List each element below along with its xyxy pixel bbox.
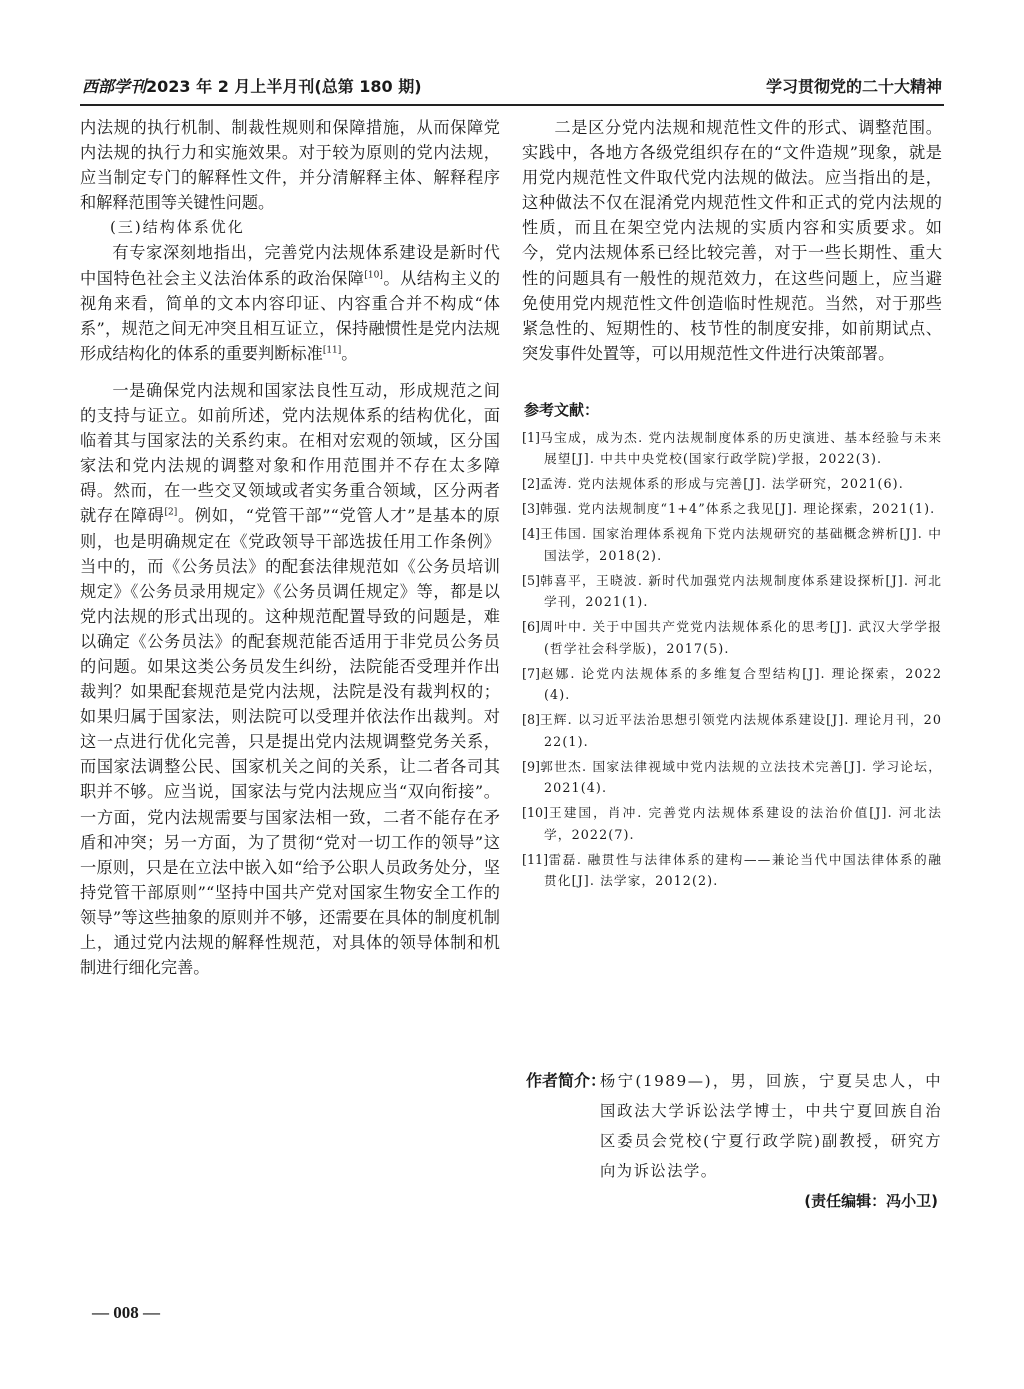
reference-number: [8]	[522, 712, 540, 728]
reference-number: [5]	[522, 572, 540, 588]
reference-number: [10]	[522, 805, 549, 821]
reference-number: [3]	[522, 501, 540, 517]
reference-item	[522, 473, 942, 495]
reference-text: 韩强. 党内法规制度“1+4”体系之我见[J]. 理论探索，2021(1).	[539, 501, 936, 517]
reference-item	[522, 663, 942, 706]
reference-item	[522, 498, 942, 520]
section-heading-3: (三)结构体系优化	[110, 218, 245, 237]
page-header	[80, 72, 944, 106]
reference-number: [4]	[522, 526, 540, 542]
reference-text: 马宝成，成为杰. 党内法规制度体系的历史演进、基本经验与未来展望[J]. 中共中央党校(国家行政学院)学报，2022(3).	[539, 429, 942, 467]
reference-text: 王伟国. 国家治理体系视角下党内法规研究的基础概念辨析[J]. 中国法学，2018(2).	[539, 526, 942, 563]
paragraph-2-text-a: 有专家深刻地指出，完善党内法规体系建设是新时代中国特色社会主义法治体系的政治保障	[80, 243, 500, 288]
paragraph-3-text-a: 一是确保党内法规和国家法良性互动，形成规范之间的支持与证立。如前所述，党内法规体系的结构优化，面临着其与国家法的关系约束。在相对宏观的领域，区分国家法和党内法规的调整对象和作用范围并不存在太多障碍。然而，在一些交叉领域或者实务重合领域，区分两者就存在障碍	[80, 380, 500, 526]
reference-text: 韩喜平，王晓波. 新时代加强党内法规制度体系建设探析[J]. 河北学刊，2021(1).	[539, 572, 942, 610]
citation-2: [2]	[164, 508, 178, 519]
reference-number: [2]	[522, 476, 540, 492]
left-column	[80, 115, 500, 980]
paragraph-3	[80, 378, 500, 980]
reference-item	[522, 756, 942, 799]
reference-text: 雷磊. 融贯性与法律体系的建构——兼论当代中国法律体系的融贯化[J]. 法学家，2012(2).	[544, 851, 942, 889]
paragraph-4: 二是区分党内法规和规范性文件的形式、调整范围。实践中，各地方各级党组织存在的“文件造规”现象，就是用党内规范性文件取代党内法规的做法。应当指出的是，这种做法不仅在混淆党内规范性文件和正式的党内法规的性质，而且在架空党内法规的实质内容和实质要求。如今，党内法规体系已经比较完善，对于一些长期性、重大性的问题具有一般性的规范效力，在这些问题上，应当避免使用党内规范性文件创造临时性规范。当然，对于那些紧急性的、短期性的、枝节性的制度安排，如前期试点、突发事件处置等，可以用规范性文件进行决策部署。	[522, 118, 942, 363]
reference-text: 周叶中. 关于中国共产党党内法规体系化的思考[J]. 武汉大学学报(哲学社会科学版)，2017(5).	[539, 619, 942, 656]
reference-item	[522, 427, 942, 470]
citation-10: [10]	[364, 270, 383, 281]
reference-item	[522, 523, 942, 566]
reference-item	[522, 849, 942, 892]
paragraph-2	[80, 240, 500, 365]
reference-item	[522, 709, 942, 752]
journal-logo: 西部学刊	[82, 77, 147, 96]
reference-item	[522, 616, 942, 659]
responsible-editor: (责任编辑：冯小卫)	[804, 1192, 938, 1210]
reference-text: 赵娜. 论党内法规体系的多维复合型结构[J]. 理论探索，2022(4).	[539, 665, 942, 703]
reference-item	[522, 802, 942, 845]
references-title: 参考文献：	[524, 400, 600, 419]
reference-text: 郭世杰. 国家法律视域中党内法规的立法技术完善[J]. 学习论坛，2021(4).	[539, 758, 942, 796]
reference-item	[522, 570, 942, 613]
paragraph-2-text-b: 。从结构主义的视角来看，简单的文本内容印证、内容重合并不构成“体系”，规范之间无冲突且相互证立，保持融惯性是党内法规形成结构化的体系的重要判断标准	[80, 268, 500, 363]
author-label: 作者简介：	[526, 1071, 607, 1090]
reference-text: 孟涛. 党内法规体系的形成与完善[J]. 法学研究，2021(6).	[539, 476, 904, 492]
reference-number: [7]	[522, 665, 540, 681]
reference-text: 王建国，肖冲. 完善党内法规体系建设的法治价值[J]. 河北法学，2022(7).	[544, 805, 942, 842]
paragraph-1: 内法规的执行机制、制裁性规则和保障措施，从而保障党内法规的执行力和实施效果。对于较为原则的党内法规，应当制定专门的解释性文件，并分清解释主体、解释程序和解释范围等关键性问题。	[80, 118, 500, 213]
author-bio: 杨宁(1989—)，男，回族，宁夏吴忠人，中国政法大学诉讼法学博士，中共宁夏回族自治区委员会党校(宁夏行政学院)副教授，研究方向为诉讼法学。	[600, 1072, 942, 1180]
reference-number: [1]	[522, 429, 540, 445]
column-title: 学习贯彻党的二十大精神	[765, 77, 942, 96]
reference-number: [9]	[522, 758, 540, 774]
journal-issue-info	[82, 74, 422, 97]
issue-label: 2023 年 2 月上半月刊(总第 180 期)	[146, 77, 422, 96]
page-number: — 008 —	[92, 1303, 160, 1322]
citation-11: [11]	[322, 345, 342, 356]
reference-list	[522, 427, 942, 892]
right-column	[522, 115, 942, 895]
reference-number: [6]	[522, 619, 540, 635]
reference-text: 王辉. 以习近平法治思想引领党内法规体系建设[J]. 理论月刊，2022(1).	[539, 712, 942, 749]
reference-number: [11]	[522, 851, 549, 867]
author-info	[526, 1066, 942, 1214]
paragraph-2-text-c: 。	[341, 343, 358, 363]
paragraph-3-text-b: 。例如，“党管干部”“党管人才”是基本的原则，也是明确规定在《党政领导干部选拔任用工作条例》当中的，而《公务员法》的配套法律规范如《公务员培训规定》《公务员录用规定》《公务员调任规定》等，都是以党内法规的形式出现的。这种规范配置导致的问题是，难以确定《公务员法》的配套规范能否适用于非党员公务员的问题。如果这类公务员发生纠纷，法院能否受理并作出裁判？如果配套规范是党内法规，法院是没有裁判权的；如果归属于国家法，则法院可以受理并依法作出裁判。对这一点进行优化完善，只是提出党内法规调整党务关系，而国家法调整公民、国家机关之间的关系，让二者各司其职并不够。应当说，国家法与党内法规应当“双向衔接”。一方面，党内法规需要与国家法相一致，二者不能存在矛盾和冲突；另一方面，为了贯彻“党对一切工作的领导”这一原则，只是在立法中嵌入如“给予公职人员政务处分，坚持党管干部原则”“坚持中国共产党对国家生物安全工作的领导”等这些抽象的原则并不够，还需要在具体的制度机制上，通过党内法规的解释性规范，对具体的领导体制和机制进行细化完善。	[80, 506, 500, 978]
